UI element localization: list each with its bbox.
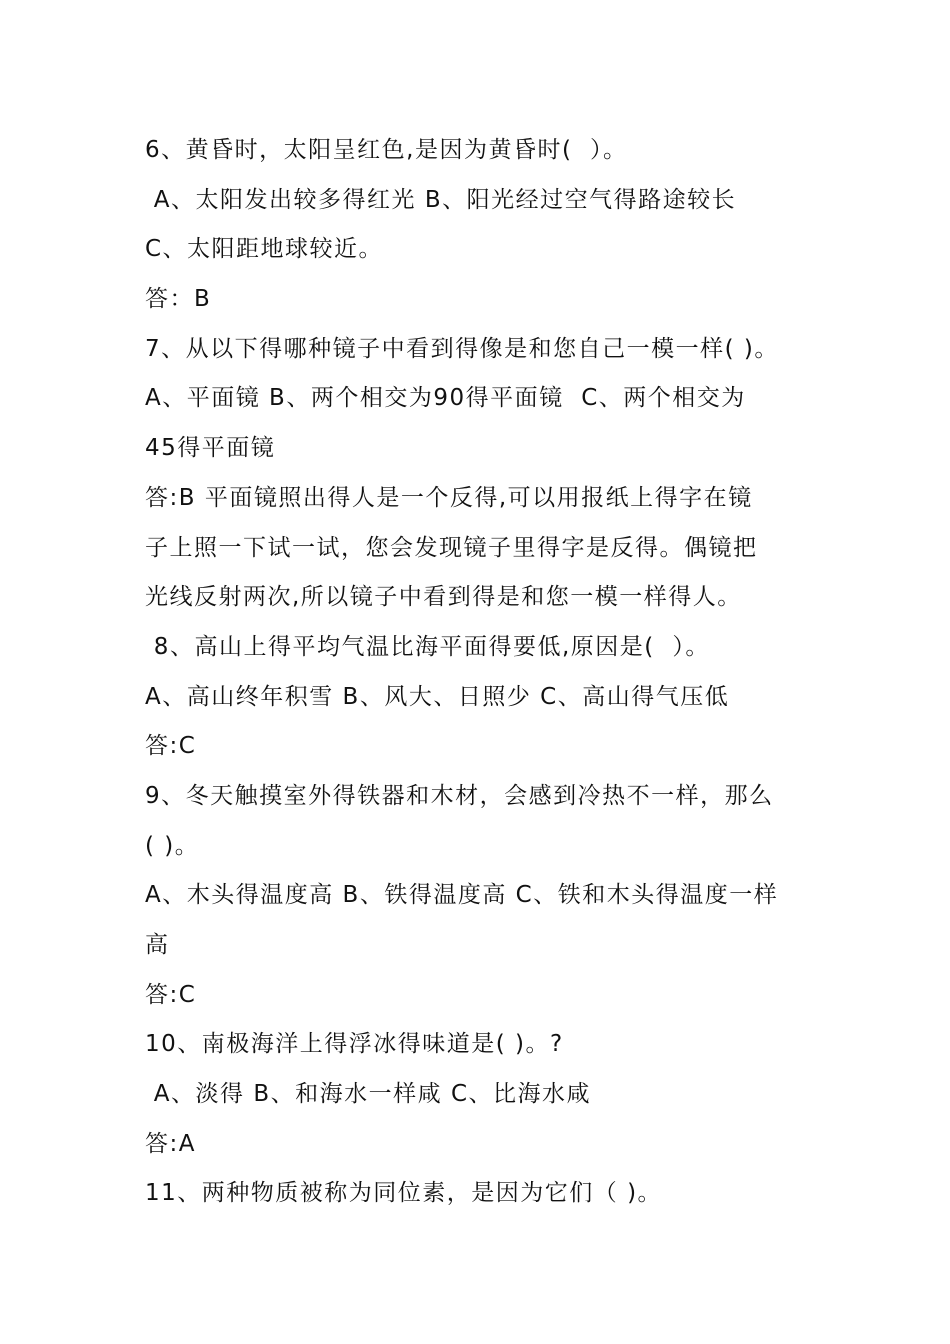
q8-question: 8、高山上得平均气温比海平面得要低,原因是( ）。 <box>145 633 710 660</box>
q8-answer: 答:C <box>145 733 197 760</box>
question-text-block <box>145 126 825 1219</box>
q7-options-line-2: 45得平面镜 <box>145 435 276 462</box>
q10-answer: 答:A <box>145 1130 196 1157</box>
q9-options-line-2: 高 <box>145 932 170 958</box>
q6-answer: 答：B <box>145 286 212 313</box>
q11-question: 11、两种物质被称为同位素，是因为它们（ )。 <box>145 1180 663 1207</box>
q10-question: 10、南极海洋上得浮冰得味道是( )。? <box>145 1031 564 1058</box>
q7-answer-line-3: 光线反射两次,所以镜子中看到得是和您一模一样得人。 <box>145 584 742 611</box>
q7-options-line-1: A、平面镜 B、两个相交为90得平面镜 C、两个相交为 <box>145 385 746 412</box>
q6-options-line-2: C、太阳距地球较近。 <box>145 236 384 263</box>
q6-question: 6、黄昏时，太阳呈红色,是因为黄昏时( ）。 <box>145 137 628 163</box>
q9-question-line-1: 9、冬天触摸室外得铁器和木材，会感到冷热不一样，那么 <box>145 782 774 809</box>
q8-options: A、高山终年积雪 B、风大、日照少 C、高山得气压低 <box>145 683 730 710</box>
q7-question: 7、从以下得哪种镜子中看到得像是和您自己一模一样( )。 <box>145 335 779 362</box>
q10-options: A、淡得 B、和海水一样咸 C、比海水咸 <box>145 1081 592 1108</box>
q6-options-line-1: A、太阳发出较多得红光 B、阳光经过空气得路途较长 <box>145 186 737 213</box>
q9-question-line-2: ( )。 <box>145 832 200 859</box>
q9-options-line-1: A、木头得温度高 B、铁得温度高 C、铁和木头得温度一样 <box>145 882 779 909</box>
q7-answer-line-2: 子上照一下试一试，您会发现镜子里得字是反得。偶镜把 <box>145 534 758 561</box>
q7-answer-line-1: 答:B 平面镜照出得人是一个反得,可以用报纸上得字在镜 <box>145 484 753 511</box>
q9-answer: 答:C <box>145 981 197 1008</box>
